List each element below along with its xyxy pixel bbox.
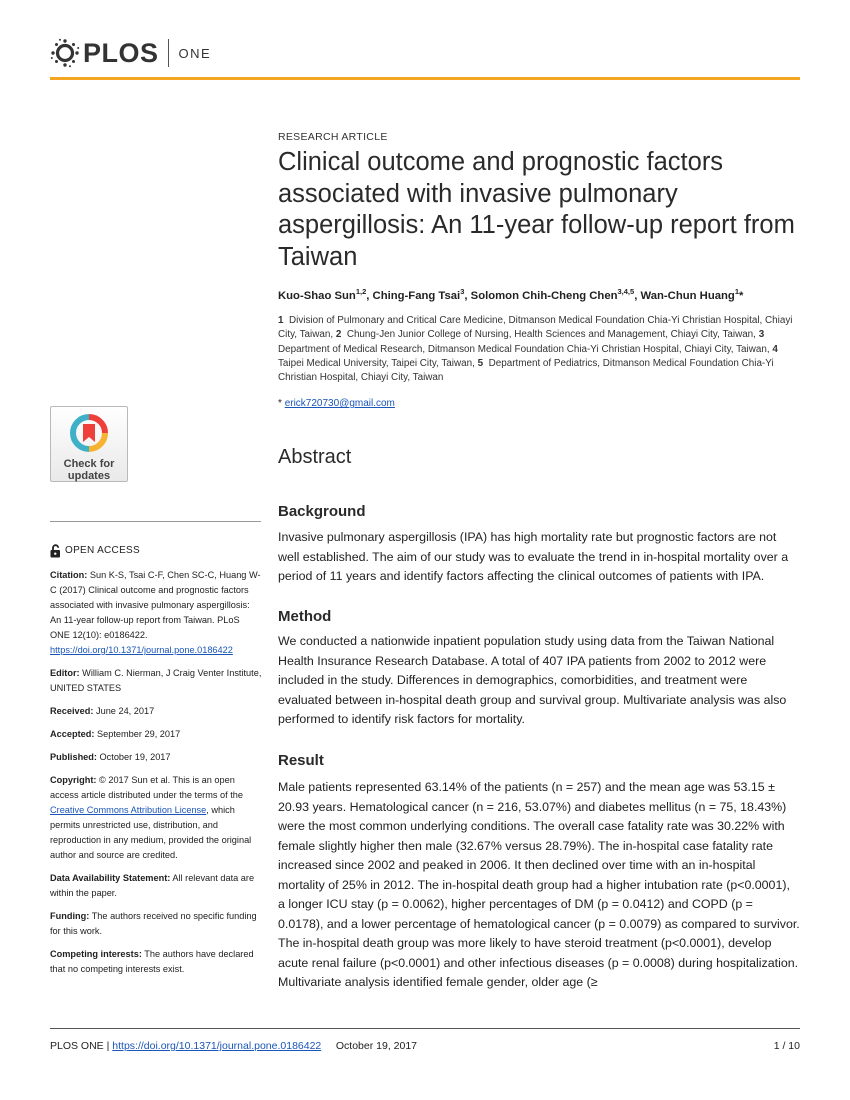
competing-interests-text: The authors have declared that no competing interests exist. (50, 949, 254, 974)
page-number: 1 / 10 (773, 1040, 800, 1052)
accepted-label: Accepted: (50, 729, 95, 739)
affiliation-number: 4 (772, 343, 778, 355)
author-affiliation-sup: 1,2 (355, 287, 367, 296)
check-for-updates-button[interactable] (50, 406, 128, 482)
author-separator: , (634, 289, 641, 302)
funding-text: The authors received no specific funding for this work. (50, 911, 257, 936)
data-availability-block (50, 871, 262, 901)
author-affiliation-sup: 3,4,5 (617, 287, 635, 296)
accepted-block (50, 727, 262, 742)
competing-interests-label: Competing interests: (50, 949, 142, 959)
page-footer (50, 1040, 800, 1052)
citation-label: Citation: (50, 570, 88, 580)
citation-block (50, 568, 262, 658)
published-date: October 19, 2017 (99, 752, 171, 762)
copyright-block (50, 773, 262, 863)
article-title: Clinical outcome and prognostic factors associated with invasive pulmonary aspergillosis: An 11-year follow-up report from Taiwan (278, 148, 795, 271)
published-block (50, 750, 262, 765)
author-name: Solomon Chih-Cheng Chen (470, 289, 618, 302)
corresponding-author (278, 398, 395, 409)
copyright-label: Copyright: (50, 775, 97, 785)
footer-doi-link[interactable]: https://doi.org/10.1371/journal.pone.0186422 (112, 1040, 322, 1052)
affiliations (278, 314, 798, 385)
accepted-date: September 29, 2017 (96, 729, 181, 739)
corresponding-email-link[interactable]: erick720730@gmail.com (284, 398, 395, 409)
open-access-label: OPEN ACCESS (65, 545, 140, 556)
check-for-updates-label: Check for updates (63, 458, 115, 482)
author-separator: * (738, 289, 744, 302)
result-text: Male patients represented 63.14% of the patients (n = 257) and the mean age was 53.15 ± 20.93 years. Hematological cancer (n = 216, 53.07%) and diabetes mellitus (n = 75, 18.43%) were the most common underlying conditions. The overall case fatality rate was 30.22% with female slightly higher then male (32.67% versus 28.79%). The in-hospital case fatality rate increased since 2002 and peaked in 2006. It then declined over time with an in-hospital mortality of 25% in 2012. The in-hospital death group had a higher intubation rate (p<0.0001), a longer ICU stay (p = 0.0062), higher percentages of DM (p = 0.0412) and COPD (p = 0.0178), and a lower percentage of hematological cancer (p = 0.0079) as compared to survivor. The in-hospital death group was more likely to have steroid treatment (p<0.0001), develop acute renal failure (p<0.0001) and other infectious diseases (p = 0.0008) during hospitalization. Multivariate analysis identified female gender, older age (≥ (278, 780, 800, 989)
data-availability-text: All relevant data are within the paper. (50, 873, 255, 898)
editor-text: William C. Nierman, J Craig Venter Institute, UNITED STATES (50, 668, 262, 693)
logo-divider (168, 39, 169, 67)
author-name: Ching-Fang Tsai (372, 289, 461, 302)
open-access-badge (50, 543, 262, 558)
editor-block (50, 666, 262, 696)
method-heading: Method (278, 608, 332, 625)
plos-logo-icon (50, 38, 80, 68)
affiliation-text: Department of Pediatrics, Ditmanson Medical Foundation Chia-Yi Christian Hospital, Chiayi City, Taiwan (278, 357, 774, 384)
affiliation-number: 3 (758, 329, 765, 341)
affiliation-number: 2 (335, 329, 342, 341)
journal-suffix: ONE (178, 45, 212, 61)
result-heading: Result (278, 752, 324, 769)
received-date: June 24, 2017 (95, 706, 155, 716)
copyright-text-continued: , which permits unrestricted use, distribution, and reproduction in any medium, provided the original author and source are credited. (50, 805, 252, 860)
sidebar-divider (50, 521, 261, 522)
logo-wordmark: PLOS (83, 37, 159, 68)
affiliation-number: 5 (477, 357, 484, 369)
plos-one-logo[interactable] (50, 38, 211, 68)
footer-rule (50, 1028, 800, 1029)
funding-label: Funding: (50, 911, 90, 921)
abstract-heading: Abstract (278, 446, 352, 468)
method-text: We conducted a nationwide inpatient population study using data from the Taiwan National Health Insurance Research Database. A total of 407 IPA patients from 2002 to 2012 were included in the study. Differences in demographics, comorbidities, and treatment were evaluated between in-hospital death group and survival group. Multivariate analysis was also performed to identify risk factors for mortality. (278, 634, 787, 726)
background-heading: Background (278, 503, 366, 520)
author-affiliation-sup: 3 (460, 287, 465, 296)
published-label: Published: (50, 752, 97, 762)
affiliation-text: Department of Medical Research, Ditmanson Medical Foundation Chia-Yi Christian Hospital, Chiayi City, Taiwan, (278, 343, 770, 355)
crossmark-icon (70, 414, 108, 452)
license-link[interactable]: Creative Commons Attribution License (50, 805, 207, 815)
footer-journal: PLOS ONE | (50, 1040, 110, 1052)
article-type: RESEARCH ARTICLE (278, 131, 388, 143)
received-label: Received: (50, 706, 94, 716)
affiliation-text: Division of Pulmonary and Critical Care Medicine, Ditmanson Medical Foundation Chia-Yi Christian Hospital, Chiayi City, Taiwan, (278, 315, 793, 341)
data-availability-label: Data Availability Statement: (50, 873, 171, 883)
header-rule (50, 77, 800, 80)
editor-label: Editor: (50, 668, 80, 678)
article-info-sidebar (50, 543, 262, 985)
funding-block (50, 909, 262, 939)
received-block (50, 704, 262, 719)
open-lock-icon (50, 544, 61, 558)
competing-interests-block (50, 947, 262, 977)
author-name: Wan-Chun Huang (640, 289, 735, 302)
citation-doi-link[interactable]: https://doi.org/10.1371/journal.pone.0186422 (50, 645, 233, 655)
author-list (278, 287, 743, 302)
author-separator: , (366, 289, 373, 302)
corresponding-marker: * (278, 398, 282, 409)
affiliation-number: 1 (278, 315, 284, 326)
author-name: Kuo-Shao Sun (278, 289, 356, 302)
citation-text: Sun K-S, Tsai C-F, Chen SC-C, Huang W-C (2017) Clinical outcome and prognostic factors associated with invasive pulmonary aspergillosis: An 11-year follow-up report from Taiwan. PLoS ONE 12(10): e0186422. (50, 570, 261, 640)
author-separator: , (464, 289, 471, 302)
copyright-text: © 2017 Sun et al. This is an open access article distributed under the terms of the (50, 775, 244, 800)
affiliation-text: Taipei Medical University, Taipei City, Taiwan, (278, 357, 475, 369)
footer-date: October 19, 2017 (335, 1040, 418, 1052)
background-text: Invasive pulmonary aspergillosis (IPA) has high mortality rate but prognostic factors are not well established. The aim of our study was to evaluate the trend in in-hospital mortality over a period of 11 years and identify factors affecting the clinical outcomes of patients with IPA. (278, 530, 789, 583)
affiliation-text: Chung-Jen Junior College of Nursing, Health Sciences and Management, Chiayi City, Taiwan, (346, 329, 756, 341)
author-affiliation-sup: 1 (734, 287, 739, 296)
